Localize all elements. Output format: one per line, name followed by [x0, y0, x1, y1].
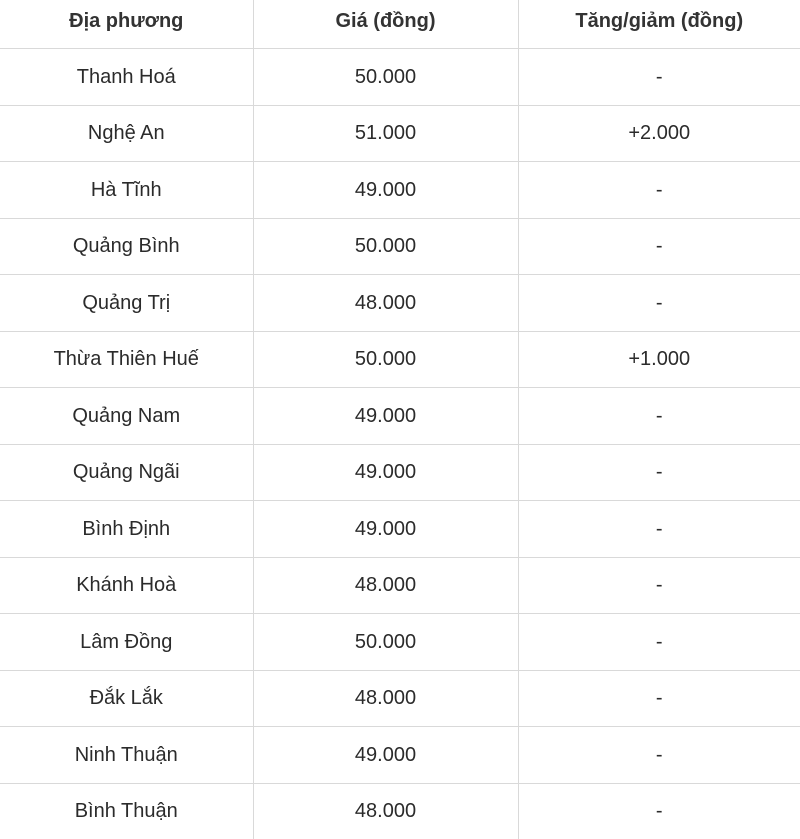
table-row — [0, 388, 800, 445]
cell-location: Lâm Đồng — [0, 614, 253, 671]
cell-change: - — [518, 388, 800, 445]
cell-change: - — [518, 218, 800, 275]
cell-location: Quảng Ngãi — [0, 444, 253, 501]
cell-price: 50.000 — [253, 331, 518, 388]
cell-location: Thanh Hoá — [0, 49, 253, 106]
cell-change: +1.000 — [518, 331, 800, 388]
table-row — [0, 727, 800, 784]
cell-change: - — [518, 444, 800, 501]
cell-price: 49.000 — [253, 501, 518, 558]
table-row — [0, 670, 800, 727]
table-row — [0, 557, 800, 614]
cell-change: - — [518, 49, 800, 106]
cell-price: 50.000 — [253, 218, 518, 275]
cell-change: - — [518, 162, 800, 219]
cell-change: - — [518, 727, 800, 784]
header-row — [0, 0, 800, 49]
table-body — [0, 49, 800, 839]
cell-price: 49.000 — [253, 727, 518, 784]
cell-location: Quảng Bình — [0, 218, 253, 275]
cell-price: 49.000 — [253, 388, 518, 445]
cell-change: - — [518, 501, 800, 558]
cell-change: - — [518, 670, 800, 727]
table-row — [0, 501, 800, 558]
cell-change: - — [518, 783, 800, 839]
cell-price: 50.000 — [253, 614, 518, 671]
table-row — [0, 218, 800, 275]
cell-location: Quảng Trị — [0, 275, 253, 332]
table-row — [0, 444, 800, 501]
header-location: Địa phương — [0, 0, 253, 49]
table-row — [0, 783, 800, 839]
cell-price: 49.000 — [253, 444, 518, 501]
cell-location: Bình Định — [0, 501, 253, 558]
cell-location: Ninh Thuận — [0, 727, 253, 784]
cell-location: Bình Thuận — [0, 783, 253, 839]
cell-change: +2.000 — [518, 105, 800, 162]
table-row — [0, 614, 800, 671]
cell-change: - — [518, 614, 800, 671]
cell-location: Khánh Hoà — [0, 557, 253, 614]
cell-location: Hà Tĩnh — [0, 162, 253, 219]
cell-price: 48.000 — [253, 670, 518, 727]
cell-price: 49.000 — [253, 162, 518, 219]
header-price: Giá (đồng) — [253, 0, 518, 49]
table-row — [0, 105, 800, 162]
cell-price: 48.000 — [253, 275, 518, 332]
cell-location: Nghệ An — [0, 105, 253, 162]
cell-price: 48.000 — [253, 783, 518, 839]
table-row — [0, 275, 800, 332]
table-header — [0, 0, 800, 49]
cell-location: Đắk Lắk — [0, 670, 253, 727]
cell-price: 50.000 — [253, 49, 518, 106]
cell-change: - — [518, 557, 800, 614]
header-change: Tăng/giảm (đồng) — [518, 0, 800, 49]
table-row — [0, 331, 800, 388]
table-row — [0, 49, 800, 106]
table-row — [0, 162, 800, 219]
cell-price: 51.000 — [253, 105, 518, 162]
cell-location: Thừa Thiên Huế — [0, 331, 253, 388]
cell-location: Quảng Nam — [0, 388, 253, 445]
cell-price: 48.000 — [253, 557, 518, 614]
cell-change: - — [518, 275, 800, 332]
